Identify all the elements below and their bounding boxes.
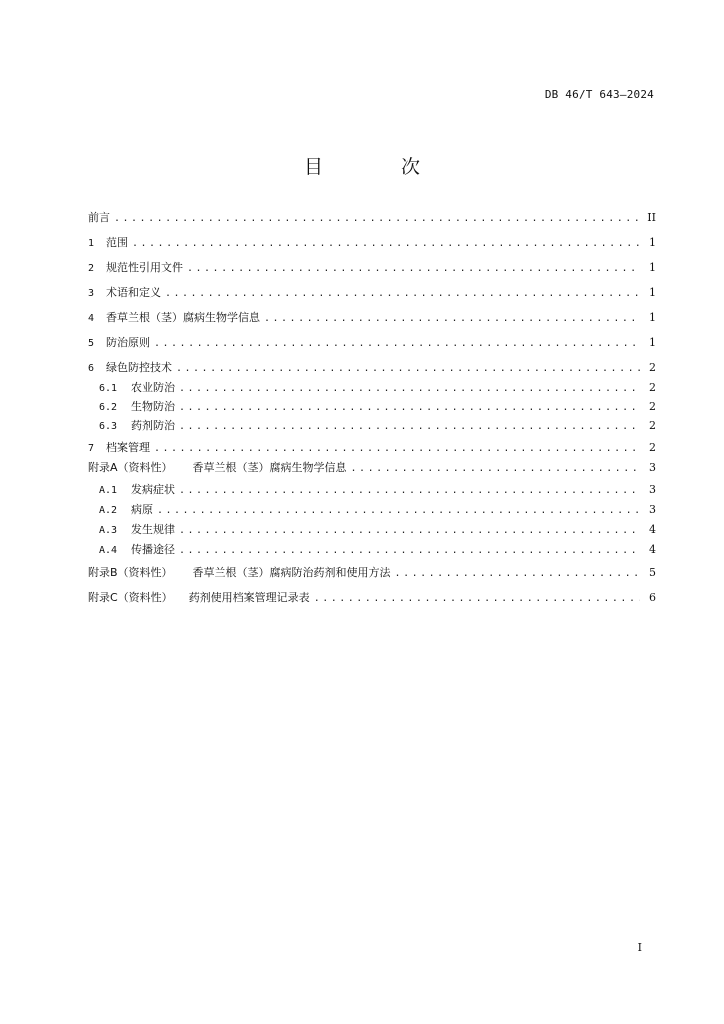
toc-entry-preface[interactable] bbox=[88, 212, 656, 225]
toc-entry-a-2[interactable] bbox=[88, 504, 656, 517]
toc-entry-number: A.4 bbox=[99, 545, 118, 556]
toc-entry-page: 1 bbox=[649, 286, 656, 299]
toc-entry-6-3[interactable] bbox=[88, 420, 656, 433]
toc-entry-page: 2 bbox=[649, 419, 656, 432]
toc-entry-label: 范围 bbox=[106, 236, 128, 249]
toc-leader-dots bbox=[179, 525, 640, 537]
toc-entry-6-2[interactable] bbox=[88, 401, 656, 414]
toc-leader-dots bbox=[351, 463, 640, 475]
toc-entry-appendix-c[interactable] bbox=[88, 592, 656, 605]
toc-entry-3[interactable] bbox=[88, 287, 656, 300]
toc-entry-page: II bbox=[647, 211, 656, 224]
toc-entry-number: 3 bbox=[88, 288, 95, 299]
toc-entry-number: 6.3 bbox=[99, 421, 118, 432]
toc-leader-dots bbox=[179, 485, 640, 497]
toc-leader-dots bbox=[179, 421, 640, 433]
toc-leader-dots bbox=[179, 545, 640, 557]
toc-entry-page: 5 bbox=[649, 566, 656, 579]
toc-entry-6-1[interactable] bbox=[88, 382, 656, 395]
toc-entry-page: 3 bbox=[649, 503, 656, 516]
toc-entry-number: 6 bbox=[88, 363, 95, 374]
toc-entry-label: 生物防治 bbox=[131, 400, 175, 413]
toc-entry-number: 附录B（资料性） bbox=[88, 566, 173, 579]
toc-entry-2[interactable] bbox=[88, 262, 656, 275]
toc-leader-dots bbox=[395, 568, 640, 580]
table-of-contents bbox=[88, 212, 656, 605]
toc-leader-dots bbox=[154, 338, 640, 350]
toc-entry-page: 2 bbox=[649, 400, 656, 413]
toc-entry-label: 发生规律 bbox=[131, 523, 175, 536]
toc-entry-page: 3 bbox=[649, 461, 656, 474]
toc-entry-number: 附录C（资料性） bbox=[88, 591, 173, 604]
toc-leader-dots bbox=[154, 443, 640, 455]
toc-entry-label: 绿色防控技术 bbox=[106, 361, 172, 374]
toc-entry-page: 3 bbox=[649, 483, 656, 496]
toc-leader-dots bbox=[165, 288, 640, 300]
toc-entry-number: 6.2 bbox=[99, 402, 118, 413]
page-title: 目 次 bbox=[303, 156, 457, 178]
toc-entry-page: 2 bbox=[649, 441, 656, 454]
toc-entry-page: 2 bbox=[649, 361, 656, 374]
toc-leader-dots bbox=[314, 593, 640, 605]
toc-entry-a-3[interactable] bbox=[88, 524, 656, 537]
toc-entry-7[interactable] bbox=[88, 442, 656, 455]
toc-entry-label: 档案管理 bbox=[106, 441, 150, 454]
toc-leader-dots bbox=[179, 402, 640, 414]
toc-entry-number: 6.1 bbox=[99, 383, 118, 394]
toc-entry-label: 病原 bbox=[131, 503, 153, 516]
toc-entry-a-4[interactable] bbox=[88, 544, 656, 557]
toc-entry-page: 1 bbox=[649, 236, 656, 249]
toc-entry-appendix-b[interactable] bbox=[88, 567, 656, 580]
toc-entry-number: 1 bbox=[88, 238, 95, 249]
toc-leader-dots bbox=[132, 238, 640, 250]
toc-entry-label: 香草兰根（茎）腐病生物学信息 bbox=[106, 311, 260, 324]
toc-entry-label: 传播途径 bbox=[131, 543, 175, 556]
toc-leader-dots bbox=[187, 263, 640, 275]
toc-entry-number: A.2 bbox=[99, 505, 118, 516]
toc-leader-dots bbox=[176, 363, 640, 375]
toc-entry-4[interactable] bbox=[88, 312, 656, 325]
toc-entry-6[interactable] bbox=[88, 362, 656, 375]
toc-entry-label: 防治原则 bbox=[106, 336, 150, 349]
toc-entry-page: 4 bbox=[649, 523, 656, 536]
toc-entry-5[interactable] bbox=[88, 337, 656, 350]
toc-entry-label: 农业防治 bbox=[131, 381, 175, 394]
toc-entry-page: 2 bbox=[649, 381, 656, 394]
toc-leader-dots bbox=[114, 213, 640, 225]
page-number: I bbox=[637, 941, 642, 954]
toc-entry-label: 发病症状 bbox=[131, 483, 175, 496]
toc-entry-a-1[interactable] bbox=[88, 484, 656, 497]
toc-entry-number: 4 bbox=[88, 313, 95, 324]
toc-leader-dots bbox=[179, 383, 640, 395]
toc-entry-label: 香草兰根（茎）腐病生物学信息 bbox=[192, 461, 347, 474]
toc-entry-number: A.3 bbox=[99, 525, 118, 536]
document-code: DB 46/T 643—2024 bbox=[544, 88, 654, 101]
toc-entry-label: 前言 bbox=[88, 211, 110, 224]
toc-entry-number: 7 bbox=[88, 443, 95, 454]
toc-entry-label: 药剂使用档案管理记录表 bbox=[188, 591, 310, 604]
toc-entry-label: 术语和定义 bbox=[106, 286, 161, 299]
toc-entry-number: A.1 bbox=[99, 485, 118, 496]
toc-entry-label: 规范性引用文件 bbox=[106, 261, 183, 274]
toc-leader-dots bbox=[157, 505, 640, 517]
toc-entry-number: 2 bbox=[88, 263, 95, 274]
toc-leader-dots bbox=[264, 313, 640, 325]
toc-entry-label: 药剂防治 bbox=[131, 419, 175, 432]
toc-entry-1[interactable] bbox=[88, 237, 656, 250]
toc-entry-number: 附录A（资料性） bbox=[88, 461, 173, 474]
toc-entry-appendix-a[interactable] bbox=[88, 462, 656, 475]
toc-entry-label: 香草兰根（茎）腐病防治药剂和使用方法 bbox=[192, 566, 391, 579]
toc-entry-page: 1 bbox=[649, 311, 656, 324]
toc-entry-page: 6 bbox=[649, 591, 656, 604]
toc-entry-number: 5 bbox=[88, 338, 95, 349]
toc-entry-page: 4 bbox=[649, 543, 656, 556]
toc-entry-page: 1 bbox=[649, 336, 656, 349]
toc-entry-page: 1 bbox=[649, 261, 656, 274]
